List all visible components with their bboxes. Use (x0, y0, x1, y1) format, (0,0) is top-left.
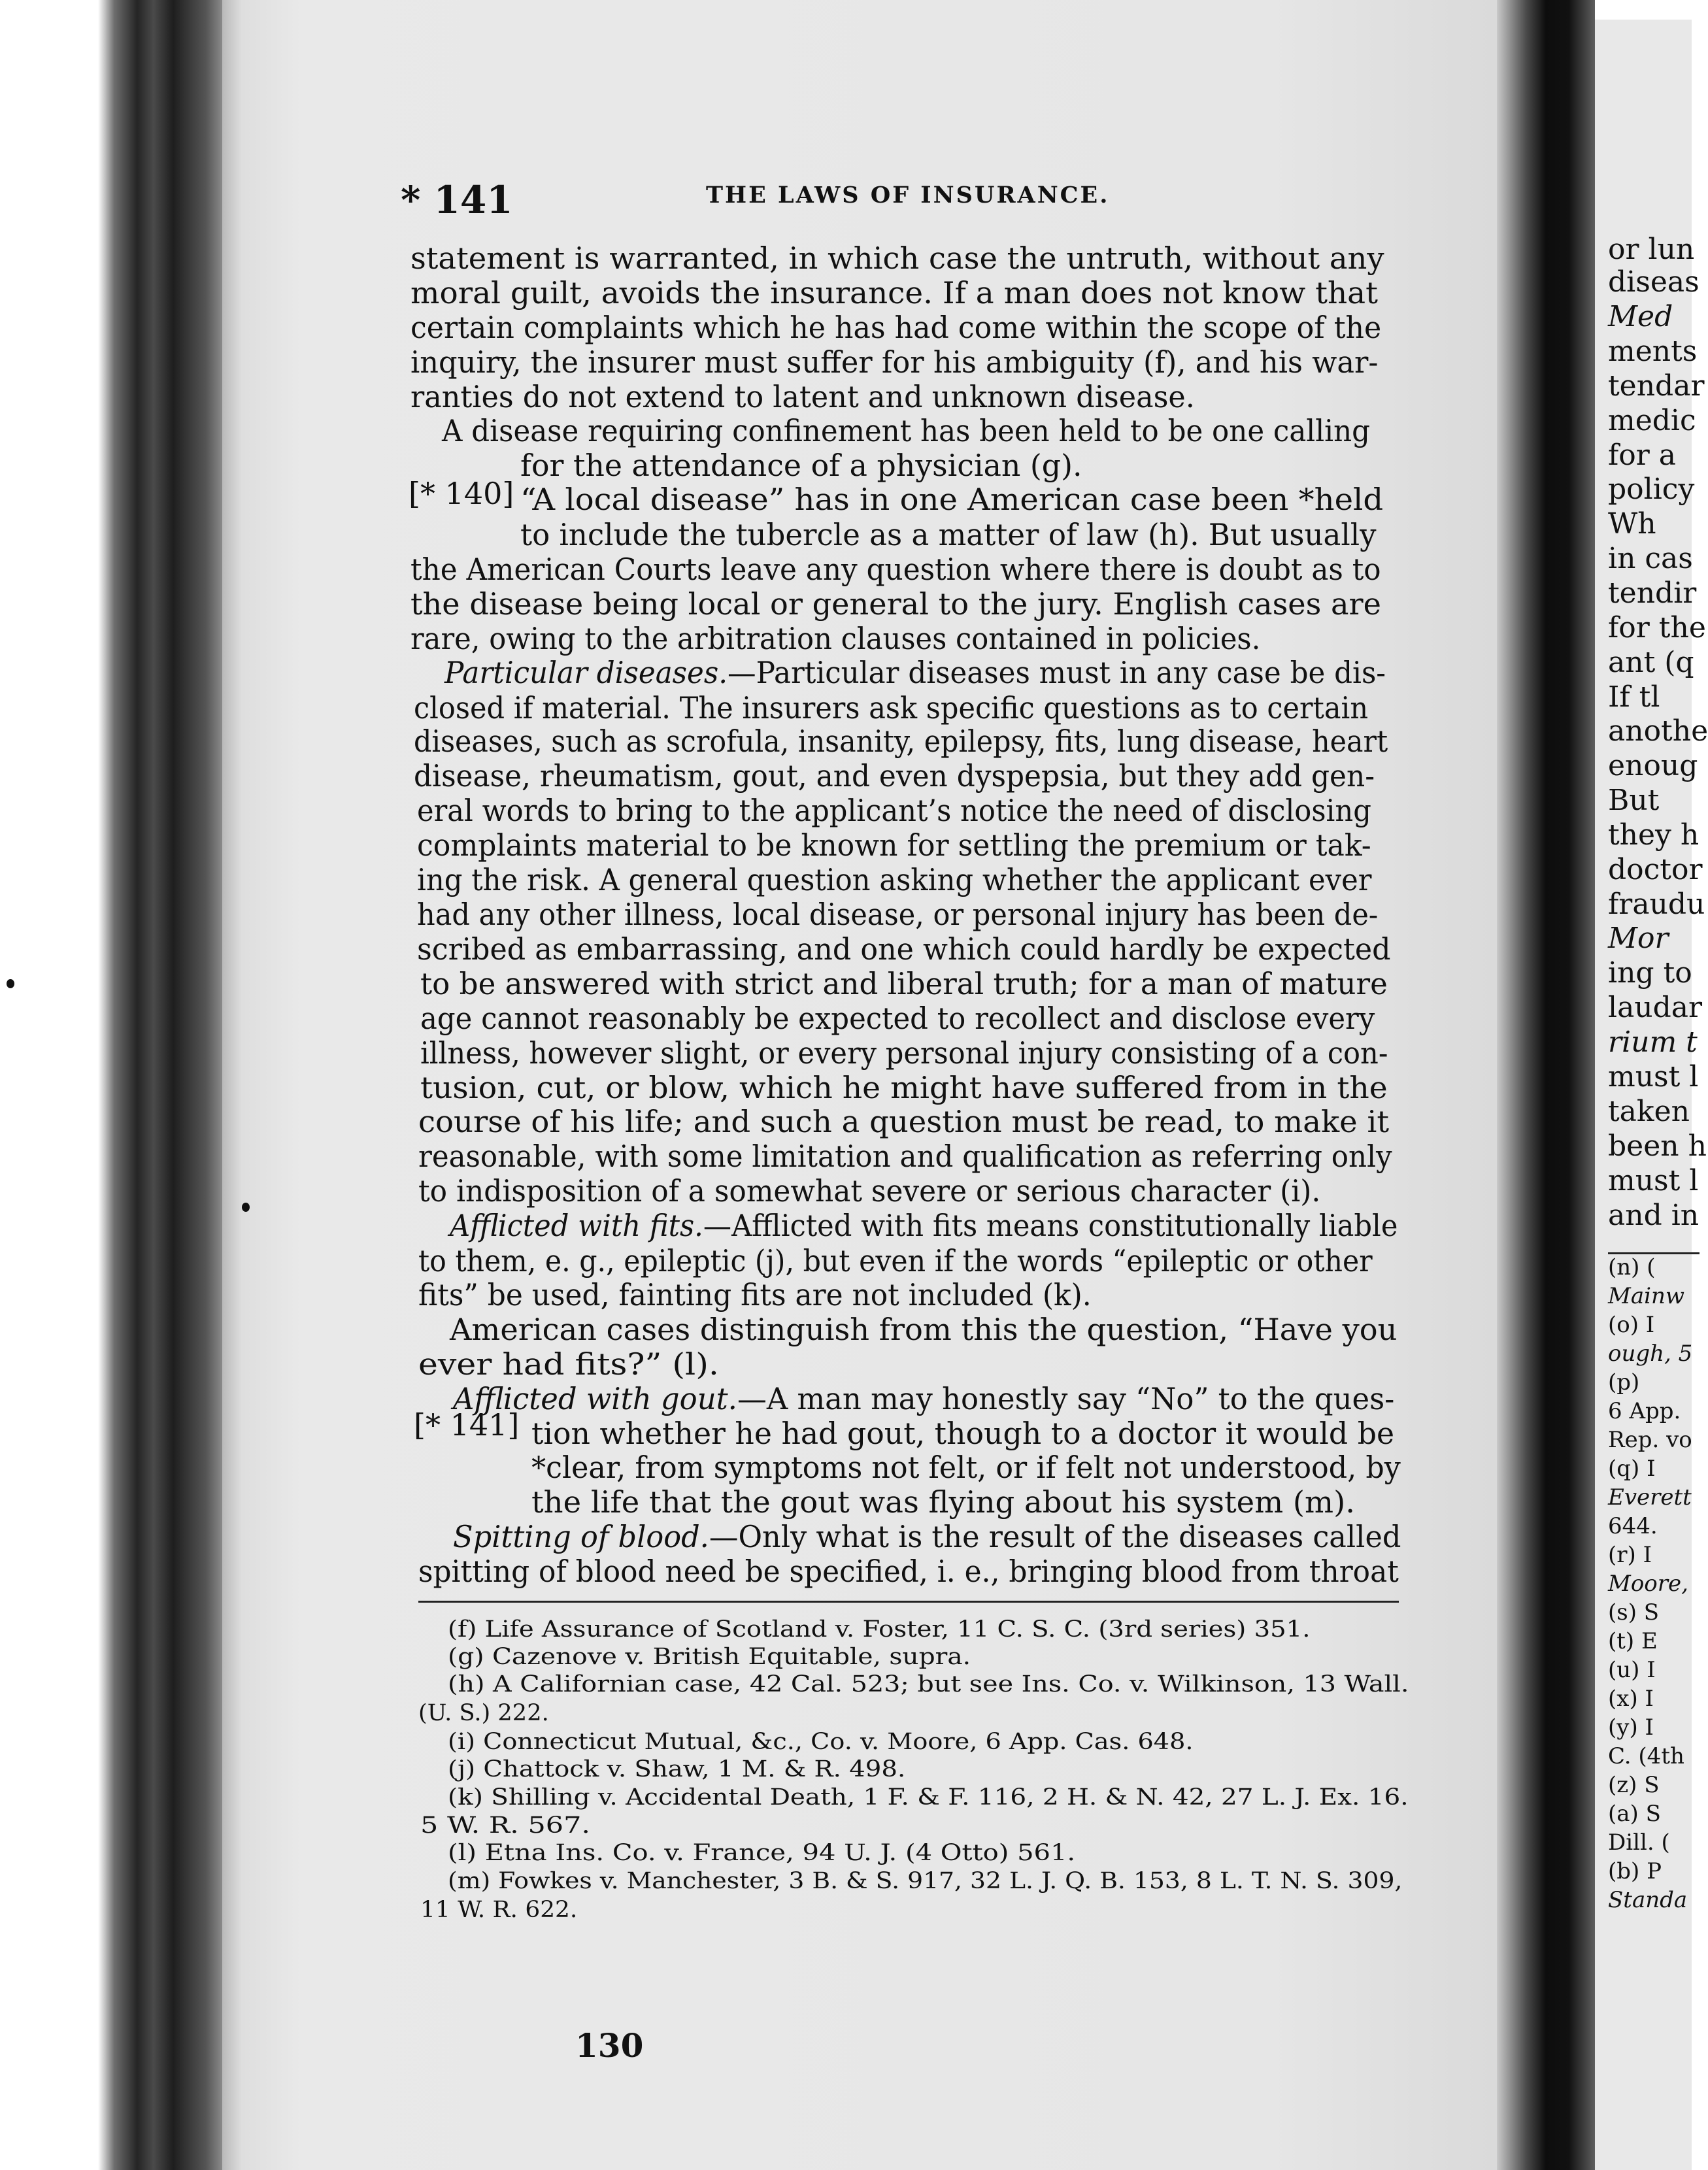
body-line: ever had fits?” (l). (418, 1346, 719, 1382)
footnote: (m) Fowkes v. Manchester, 3 B. & S. 917, 32 L. J. Q. B. 153, 8 L. T. N. S. 309, (448, 1868, 1403, 1894)
body-line: spitting of blood need be specified, i. e., bringing blood from throat (418, 1554, 1399, 1589)
footnote: (f) Life Assurance of Scotland v. Foster, 11 C. S. C. (3rd series) 351. (448, 1616, 1311, 1643)
body-line: Spitting of blood.—Only what is the result of the diseases called (453, 1519, 1401, 1554)
footnote: (h) A Californian case, 42 Cal. 523; but see Ins. Co. v. Wilkinson, 13 Wall. (448, 1671, 1409, 1697)
body-line: reasonable, with some limitation and qualification as referring only (418, 1139, 1392, 1174)
right-body-line: If tl (1608, 680, 1660, 714)
body-line: to include the tubercle as a matter of law (h). But usually (520, 517, 1377, 552)
right-footnote-line: (z) S (1608, 1772, 1660, 1798)
body-line: scribed as embarrassing, and one which could hardly be expected (417, 931, 1391, 967)
right-body-line: tendar (1608, 369, 1705, 403)
footnote: (k) Shilling v. Accidental Death, 1 F. & F. 116, 2 H. & N. 42, 27 L. J. Ex. 16. (448, 1784, 1409, 1811)
body-line: Particular diseases.—Particular diseases must in any case be dis- (444, 655, 1386, 690)
folio-number: 130 (575, 2026, 644, 2065)
body-line: tusion, cut, or blow, which he might have suffered from in the (420, 1070, 1388, 1105)
footnote: (l) Etna Ins. Co. v. France, 94 U. J. (4 Otto) 561. (448, 1840, 1076, 1866)
right-body-line: rium t (1608, 1026, 1698, 1059)
italic-heading: Spitting of blood. (453, 1519, 709, 1554)
italic-heading: Afflicted with gout. (453, 1381, 737, 1416)
right-body-line: must l (1608, 1060, 1699, 1093)
body-line: course of his life; and such a question must be read, to make it (418, 1104, 1390, 1139)
right-body-line: doctor (1608, 853, 1703, 886)
right-footnote-line: (a) S (1608, 1801, 1661, 1827)
body-line: A disease requiring confinement has been held to be one calling (442, 413, 1370, 448)
body-line: complaints material to be known for settling the premium or tak- (417, 827, 1371, 863)
body-line: inquiry, the insurer must suffer for his ambiguity (f), and his war- (410, 344, 1379, 380)
right-body-line: But (1608, 784, 1660, 817)
body-line: ing the risk. A general question asking whether the applicant ever (417, 862, 1372, 897)
body-line: to them, e. g., epileptic (j), but even if the words “epileptic or other (418, 1243, 1373, 1278)
body-line: moral guilt, avoids the insurance. If a man does not know that (410, 275, 1378, 310)
right-footnote-line: Rep. vo (1608, 1427, 1692, 1453)
right-body-line: Med (1608, 300, 1673, 333)
margin-speck (7, 979, 14, 988)
right-page-fragment (1595, 20, 1708, 2170)
body-line: the disease being local or general to the jury. English cases are (410, 586, 1381, 622)
right-footnote-line: (q) I (1608, 1456, 1656, 1482)
right-body-line: ments (1608, 335, 1698, 368)
body-line: to indisposition of a somewhat severe or serious character (i). (418, 1173, 1321, 1209)
right-footnote-line: (s) S (1608, 1599, 1660, 1626)
body-line: certain complaints which he has had come within the scope of the (410, 310, 1382, 345)
body-line: to be answered with strict and liberal truth; for a man of mature (420, 966, 1388, 1001)
right-body-line: policy (1608, 473, 1695, 506)
right-body-line: medic (1608, 404, 1696, 437)
right-footnote-line: (n) ( (1608, 1254, 1656, 1280)
right-body-line: in cas (1608, 542, 1693, 575)
body-line: Afflicted with fits.—Afflicted with fits means constitutionally liable (450, 1208, 1398, 1243)
right-footnote-line: (b) P (1608, 1858, 1662, 1884)
body-line: diseases, such as scrofula, insanity, epilepsy, fits, lung disease, heart (414, 724, 1388, 759)
right-body-line: tendir (1608, 576, 1697, 610)
footnote-rule (418, 1601, 1399, 1603)
footnote: (j) Chattock v. Shaw, 1 M. & R. 498. (448, 1756, 906, 1782)
right-body-line: laudar (1608, 991, 1703, 1024)
margin-speck (242, 1203, 250, 1212)
right-body-line: diseas (1608, 265, 1700, 299)
body-line: ranties do not extend to latent and unknown disease. (410, 379, 1195, 414)
right-body-line: for a (1608, 439, 1677, 472)
body-line: age cannot reasonably be expected to recollect and disclose every (420, 1001, 1375, 1036)
right-body-line: fraudu (1608, 888, 1705, 921)
right-footnote-line: 644. (1608, 1513, 1658, 1539)
right-footnote-line: Dill. ( (1608, 1829, 1670, 1856)
body-line: had any other illness, local disease, or personal injury has been de- (417, 897, 1379, 932)
body-line: tion whether he had gout, though to a doctor it would be (531, 1416, 1395, 1451)
body-line: *clear, from symptoms not felt, or if felt not understood, by (531, 1450, 1401, 1485)
right-footnote-line: (y) I (1608, 1714, 1654, 1741)
right-body-line: ant (q (1608, 646, 1694, 679)
body-line: American cases distinguish from this the question, “Have you (450, 1312, 1398, 1347)
right-footnote-line: Everett (1608, 1484, 1692, 1511)
footnote: (U. S.) 222. (418, 1700, 549, 1726)
page-number: * 141 (401, 178, 513, 222)
right-body-line: taken (1608, 1095, 1690, 1128)
right-body-line: been h (1608, 1129, 1707, 1163)
right-footnote-line: (o) I (1608, 1312, 1655, 1338)
right-body-line: must l (1608, 1164, 1699, 1197)
body-line: statement is warranted, in which case the untruth, without any (410, 241, 1384, 276)
book-gutter (1497, 0, 1595, 2170)
italic-heading: Afflicted with fits. (450, 1208, 703, 1243)
book-page-edges (0, 0, 222, 2170)
body-line: for the attendance of a physician (g). (520, 448, 1082, 483)
body-line: fits” be used, fainting fits are not included (k). (418, 1277, 1092, 1312)
right-body-line: or lun (1608, 233, 1695, 266)
right-footnote-line: (r) I (1608, 1542, 1652, 1568)
right-body-line: they h (1608, 818, 1700, 852)
body-line: closed if material. The insurers ask specific questions as to certain (414, 690, 1369, 726)
body-line: Afflicted with gout.—A man may honestly say “No” to the ques- (453, 1381, 1395, 1416)
right-body-line: anothe (1608, 714, 1708, 748)
right-body-line: for the (1608, 611, 1706, 644)
footnote: 5 W. R. 567. (420, 1812, 591, 1839)
right-body-line: ing to (1608, 956, 1692, 990)
right-body-line: enoug (1608, 749, 1698, 782)
right-body-line: Wh (1608, 507, 1656, 541)
right-footnote-line: (p) (1608, 1369, 1640, 1395)
right-footnote-line: (t) E (1608, 1628, 1658, 1654)
right-footnote-line: ough, 5 (1608, 1341, 1693, 1367)
right-footnote-line: Mainw (1608, 1283, 1684, 1309)
right-body-line: and in (1608, 1199, 1700, 1232)
right-footnote-line: 6 App. (1608, 1398, 1681, 1424)
right-footnote-line: (x) I (1608, 1686, 1654, 1712)
star-page-marker: [* 141] (414, 1407, 520, 1443)
body-line: illness, however slight, or every personal injury consisting of a con- (420, 1035, 1388, 1071)
right-footnote-line: Moore, (1608, 1571, 1688, 1597)
right-body-line: Mor (1608, 922, 1669, 955)
footnote: 11 W. R. 622. (420, 1897, 578, 1923)
right-footnote-line: C. (4th (1608, 1743, 1684, 1769)
body-line: eral words to bring to the applicant’s notice the need of disclosing (417, 793, 1371, 828)
footnote: (g) Cazenove v. British Equitable, supra. (448, 1644, 971, 1670)
body-line: rare, owing to the arbitration clauses contained in policies. (410, 621, 1261, 656)
italic-heading: Particular diseases. (444, 655, 728, 690)
body-line: “A local disease” has in one American case been *held (520, 482, 1384, 517)
right-footnote-line: (u) I (1608, 1657, 1656, 1683)
body-line: the life that the gout was flying about his system (m). (531, 1484, 1355, 1520)
body-line: disease, rheumatism, gout, and even dyspepsia, but they add gen- (414, 758, 1375, 793)
right-footnote-line: Standa (1608, 1887, 1688, 1913)
running-head: THE LAWS OF INSURANCE. (706, 182, 1110, 209)
star-page-marker: [* 140] (409, 476, 514, 511)
body-line: the American Courts leave any question where there is doubt as to (410, 552, 1381, 587)
footnote: (i) Connecticut Mutual, &c., Co. v. Moore, 6 App. Cas. 648. (448, 1729, 1194, 1755)
